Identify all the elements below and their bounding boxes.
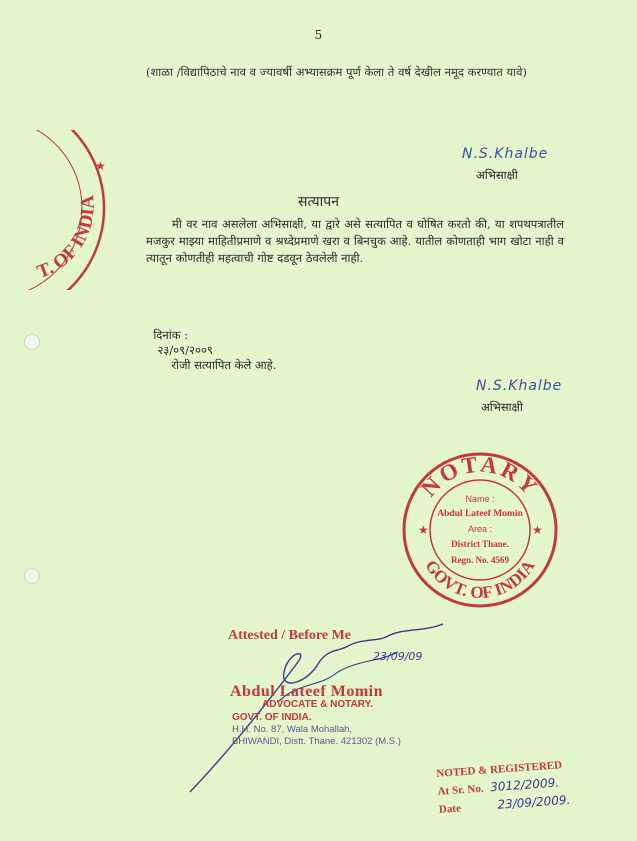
page-number: 5 (314, 28, 323, 42)
advocate-address-line2: BHIWANDI, Distt. Thane. 421302 (M.S.) (232, 736, 401, 747)
signature-top-label: अभिसाक्षी (476, 168, 518, 182)
signature-bottom-label: अभिसाक्षी (481, 400, 523, 414)
svg-text:★: ★ (532, 523, 543, 537)
date-line (146, 314, 276, 373)
noted-date-label: Date (438, 802, 462, 816)
notary-area-label: Area : (467, 524, 493, 534)
punch-hole (24, 568, 40, 584)
noted-sr-value: 3012/2009. (489, 775, 560, 795)
advocate-name: Abdul Lateef Momin (230, 683, 383, 700)
notary-area: District Thane. (451, 539, 509, 549)
noted-registered-block (436, 759, 571, 816)
notary-regn: Regn. No. 4569 (451, 555, 509, 565)
svg-text:★: ★ (95, 159, 106, 173)
notary-sign-date: 23/09/09 (373, 650, 423, 663)
date-label: दिनांक : (153, 328, 189, 342)
attested-before-me: Attested / Before Me (228, 628, 351, 643)
noted-title: NOTED & REGISTERED (436, 759, 563, 780)
advocate-title: ADVOCATE & NOTARY. (262, 699, 373, 710)
intro-note: (शाळा /विद्यापिठाचे नाव व ज्यावर्षी अभ्यासक्रम पूर्ण केला ते वर्ष देखील नमूद करण्यात यावे) (146, 65, 527, 79)
advocate-address (232, 724, 401, 748)
advocate-address-line1: H.H. No. 87, Wala Mohallah, (232, 724, 353, 735)
signature-top-handwriting: N.S.Khalbe (462, 146, 549, 162)
verification-heading: सत्यापन (298, 194, 339, 210)
date-value: २३/०९/२००९ (157, 343, 213, 357)
notary-name: Abdul Lateef Momin (437, 509, 523, 519)
notary-stamp-bottom: GOVT. OF INDIA (421, 556, 539, 603)
verification-paragraph: मी वर नाव असलेला अभिसाक्षी, या द्वारे असे सत्यापित व घोषित करतो की, या शपथपत्रातील मजकुर माझ्या माहितीप्रमाणे व श्रध्देप्रमाणे खरा व बिनचुक आहे. यातील कोणताही भाग खोटा नाही व त्यातून कोणतीही महत्वाची गोष्ट दडवून ठेवलेली नाही. (146, 217, 564, 265)
notary-stamp (400, 450, 560, 610)
date-suffix: रोजी सत्यापित केले आहे. (171, 358, 277, 372)
notary-name-label: Name : (465, 494, 495, 504)
svg-text:★: ★ (418, 523, 429, 537)
notary-stamp-top: NOTARY (416, 451, 544, 502)
signature-bottom-handwriting: N.S.Khalbe (476, 378, 563, 394)
punch-hole (24, 334, 40, 350)
left-stamp-text: T. OF INDIA (34, 194, 99, 283)
noted-sr-label: At Sr. No. (437, 782, 485, 798)
noted-date-value: 23/09/2009. (496, 792, 571, 812)
advocate-govt: GOVT. OF INDIA. (232, 712, 312, 723)
